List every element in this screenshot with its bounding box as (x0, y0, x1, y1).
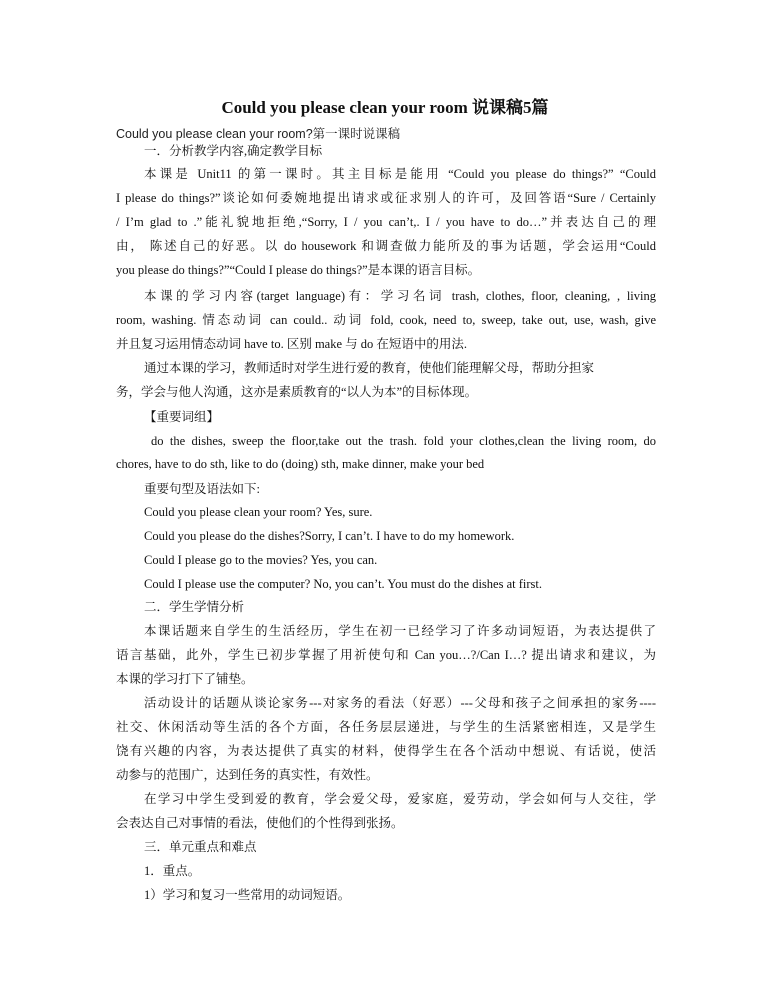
example-sentence: Could I please go to the movies? Yes, you can. (144, 553, 378, 567)
paragraph-line: 会表达自己对事情的看法，使他们的个性得到张扬。 (116, 816, 404, 830)
subsection-heading: 1．重点。 (144, 864, 201, 878)
paragraph-line: 本课是 Unit11 的第一课时。其主目标是能用 “Could you please do things?” “Could (144, 167, 656, 181)
paragraph-line: 通过本课的学习，教师适时对学生进行爱的教育，使他们能理解父母，帮助分担家 (144, 361, 595, 375)
example-sentence: Could you please do the dishes?Sorry, I can’t. I have to do my homework. (144, 529, 515, 543)
paragraph-line: room, washing. 情态动词 can could.. 动词 fold, cook, need to, sweep, take out, use, wash, give (116, 313, 656, 327)
paragraph-line: 由， 陈述自己的好恶。以 do housework 和调查做力能所及的事为话题，学会运用“Could (116, 239, 656, 253)
document-title: Could you please clean your room 说课稿5篇 (221, 98, 549, 117)
section-heading: 二．学生学情分析 (144, 600, 245, 614)
paragraph-line: do the dishes, sweep the floor,take out the trash. fold your clothes,clean the living room, do (151, 434, 656, 448)
example-sentence: Could you please clean your room? Yes, sure. (144, 505, 373, 519)
paragraph-line: 活动设计的话题从谈论家务---对家务的看法（好恶）---父母和孩子之间承担的家务---- (144, 696, 656, 710)
paragraph-line: 务，学会与他人沟通，这亦是素质教育的“以人为本”的目标体现。 (116, 385, 478, 399)
paragraph-line: 饶有兴趣的内容，为表达提供了真实的材料，使得学生在各个活动中想说、有话说，使活 (116, 744, 656, 758)
example-sentence: Could I please use the computer? No, you can’t. You must do the dishes at first. (144, 577, 542, 591)
paragraph-line: 动参与的范围广，达到任务的真实性，有效性。 (116, 768, 379, 782)
paragraph-line: you please do things?”“Could I please do things?”是本课的语言目标。 (116, 263, 481, 277)
section-heading: 重要句型及语法如下: (144, 482, 260, 496)
section-heading: 【重要词组】 (144, 410, 220, 424)
paragraph-line: 语言基础，此外，学生已初步掌握了用祈使句和 Can you…?/Can I…? 提出请求和建议，为 (116, 648, 656, 662)
paragraph-line: 本课的学习打下了铺垫。 (116, 672, 254, 686)
document-subtitle: Could you please clean your room?第一课时说课稿 (116, 127, 401, 141)
list-item: 1）学习和复习一些常用的动词短语。 (144, 888, 351, 902)
paragraph-line: 在学习中学生受到爱的教育，学会爱父母，爱家庭，爱劳动，学会如何与人交往，学 (144, 792, 656, 806)
paragraph-line: 本课话题来自学生的生活经历，学生在初一已经学习了许多动词短语，为表达提供了 (144, 624, 656, 638)
paragraph-line: I please do things?”谈论如何委婉地提出请求或征求别人的许可，及回答语“Sure / Certainly (116, 191, 656, 205)
paragraph-line: 本课的学习内容(target language)有：学习名词 trash, clothes, floor, cleaning, , living (144, 289, 656, 303)
paragraph-line: 并且复习运用情态动词 have to. 区别 make 与 do 在短语中的用法. (116, 337, 468, 351)
section-heading: 三．单元重点和难点 (144, 840, 257, 854)
paragraph-line: 社交、休闲活动等生活的各个方面，各任务层层递进，与学生的生活紧密相连，又是学生 (116, 720, 656, 734)
paragraph-line: / I’m glad to .”能礼貌地拒绝,“Sorry, I / you can’t,. I / you have to do…”并表达自己的理 (116, 215, 656, 229)
paragraph-line: chores, have to do sth, like to do (doing) sth, make dinner, make your bed (116, 457, 485, 471)
section-heading: 一．分析教学内容,确定教学目标 (144, 144, 323, 158)
